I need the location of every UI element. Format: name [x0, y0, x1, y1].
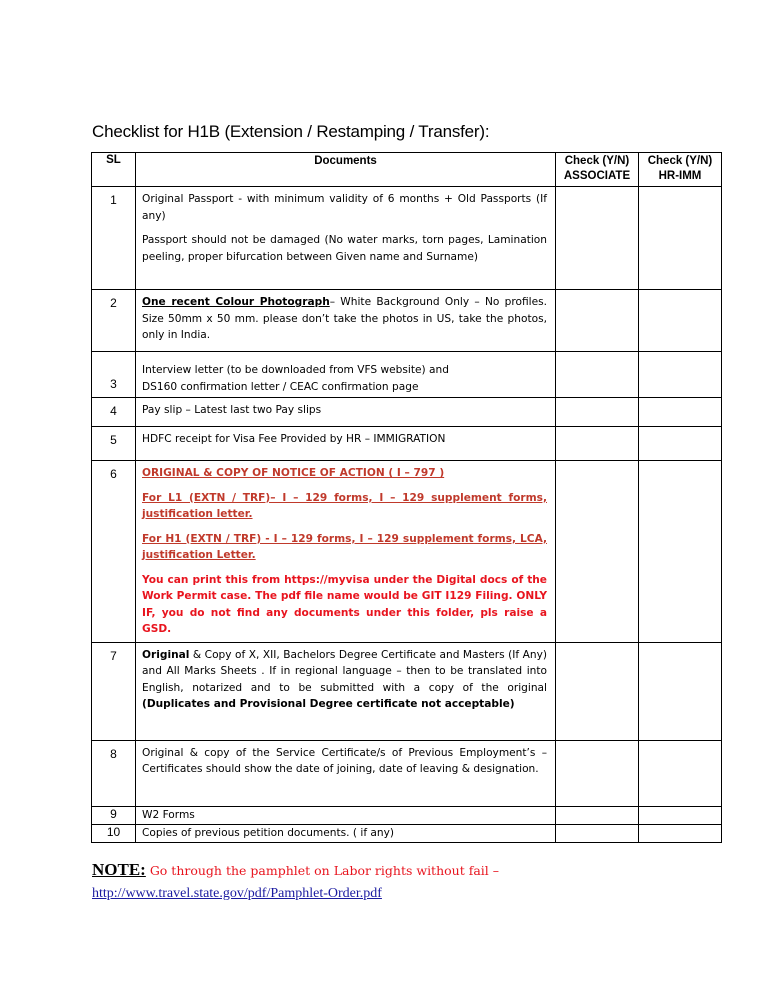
note-label: NOTE:: [92, 860, 146, 879]
header-sl: SL: [92, 153, 136, 187]
row-sl: 2: [92, 290, 136, 352]
row-document: [136, 290, 556, 352]
row-document: Pay slip – Latest last two Pay slips: [136, 398, 556, 427]
row-text-rest: & Copy of X, XII, Bachelors Degree Certificate and Masters (If Any) and All Marks Sheets . If in regional language – then to be translated into English, notarized and to be submitted with a copy of the original: [142, 648, 547, 694]
table-row: [92, 398, 722, 427]
row-text: Original Passport - with minimum validity of 6 months + Old Passports (If any): [142, 193, 547, 222]
check-associate-cell[interactable]: [556, 427, 639, 461]
check-hr-cell[interactable]: [639, 352, 722, 398]
row-document: [136, 461, 556, 643]
note-text: Go through the pamphlet on Labor rights without fail –: [145, 863, 500, 878]
table-row: [92, 642, 722, 740]
table-header-row: [92, 153, 722, 187]
check-hr-cell[interactable]: [639, 187, 722, 290]
header-check-hr: [639, 153, 722, 187]
table-row: [92, 461, 722, 643]
check-hr-cell[interactable]: [639, 642, 722, 740]
table-row: [92, 290, 722, 352]
header-documents: Documents: [136, 153, 556, 187]
header-check-hr-line1: Check (Y/N): [647, 155, 713, 167]
row-text: Interview letter (to be downloaded from VFS website) and: [142, 364, 449, 376]
table-row: [92, 187, 722, 290]
row-text: You can print this from https://myvisa under the Digital docs of the Work Permit case. The pdf file name would be GIT I129 Filing. ONLY IF, you do not find any documents under this folder, pls raise a GSD.: [142, 573, 547, 635]
row-document: [136, 187, 556, 290]
row-text: [142, 294, 547, 344]
check-associate-cell[interactable]: [556, 806, 639, 824]
table-row: [92, 352, 722, 398]
check-hr-cell[interactable]: [639, 740, 722, 806]
row-document: [136, 352, 556, 398]
row-document: W2 Forms: [136, 806, 556, 824]
check-associate-cell[interactable]: [556, 461, 639, 643]
row-text: [142, 647, 547, 713]
table-row: [92, 824, 722, 842]
row-text-rest: – White Background Only – No profiles. Size 50mm x 50 mm. please don’t take the photos in US, take the photos, only in India.: [142, 296, 547, 341]
check-associate-cell[interactable]: [556, 398, 639, 427]
page-title: Checklist for H1B (Extension / Restamping / Transfer):: [92, 122, 490, 141]
row-sl: 5: [92, 427, 136, 461]
header-check-hr-line2: HR-IMM: [658, 170, 702, 182]
row-text: ORIGINAL & COPY OF NOTICE OF ACTION ( I – 797 ): [142, 467, 445, 479]
row-text-underlined: One recent Colour Photograph: [142, 296, 330, 308]
row-sl: 6: [92, 461, 136, 643]
check-associate-cell[interactable]: [556, 187, 639, 290]
check-hr-cell[interactable]: [639, 824, 722, 842]
row-text: DS160 confirmation letter / CEAC confirmation page: [142, 380, 419, 393]
check-associate-cell[interactable]: [556, 642, 639, 740]
row-sl: 1: [92, 187, 136, 290]
row-text: For L1 (EXTN / TRF)– I – 129 forms, I – 129 supplement forms, justification letter.: [142, 491, 547, 520]
table-row: [92, 740, 722, 806]
check-associate-cell[interactable]: [556, 740, 639, 806]
check-hr-cell[interactable]: [639, 290, 722, 352]
note: [92, 860, 499, 880]
row-document: Original & copy of the Service Certificate/s of Previous Employment’s – Certificates should show the date of joining, date of leaving & designation.: [136, 740, 556, 806]
check-associate-cell[interactable]: [556, 824, 639, 842]
row-sl: 3: [92, 352, 136, 398]
checklist-table: [91, 152, 722, 843]
check-hr-cell[interactable]: [639, 806, 722, 824]
check-associate-cell[interactable]: [556, 352, 639, 398]
check-hr-cell[interactable]: [639, 461, 722, 643]
row-sl: 8: [92, 740, 136, 806]
row-sl: 4: [92, 398, 136, 427]
check-associate-cell[interactable]: [556, 290, 639, 352]
row-document: [136, 642, 556, 740]
row-text: Passport should not be damaged (No water marks, torn pages, Lamination peeling, proper bifurcation between Given name and Surname): [142, 234, 547, 263]
row-text-bold: (Duplicates and Provisional Degree certificate not acceptable): [142, 698, 515, 710]
header-check-associate-line1: Check (Y/N): [564, 155, 630, 167]
table-row: [92, 427, 722, 461]
row-document: HDFC receipt for Visa Fee Provided by HR – IMMIGRATION: [136, 427, 556, 461]
check-hr-cell[interactable]: [639, 427, 722, 461]
row-sl: 9: [92, 806, 136, 824]
row-text-bold: Original: [142, 648, 190, 661]
row-document: Copies of previous petition documents. ( if any): [136, 824, 556, 842]
table-row: [92, 806, 722, 824]
row-sl: 10: [92, 824, 136, 842]
row-text: For H1 (EXTN / TRF) - I – 129 forms, I – 129 supplement forms, LCA, justification Letter.: [142, 532, 547, 561]
check-hr-cell[interactable]: [639, 398, 722, 427]
header-check-associate-line2: ASSOCIATE: [563, 170, 631, 182]
header-check-associate: [556, 153, 639, 187]
row-sl: 7: [92, 642, 136, 740]
pamphlet-link[interactable]: http://www.travel.state.gov/pdf/Pamphlet-Order.pdf: [92, 886, 382, 901]
